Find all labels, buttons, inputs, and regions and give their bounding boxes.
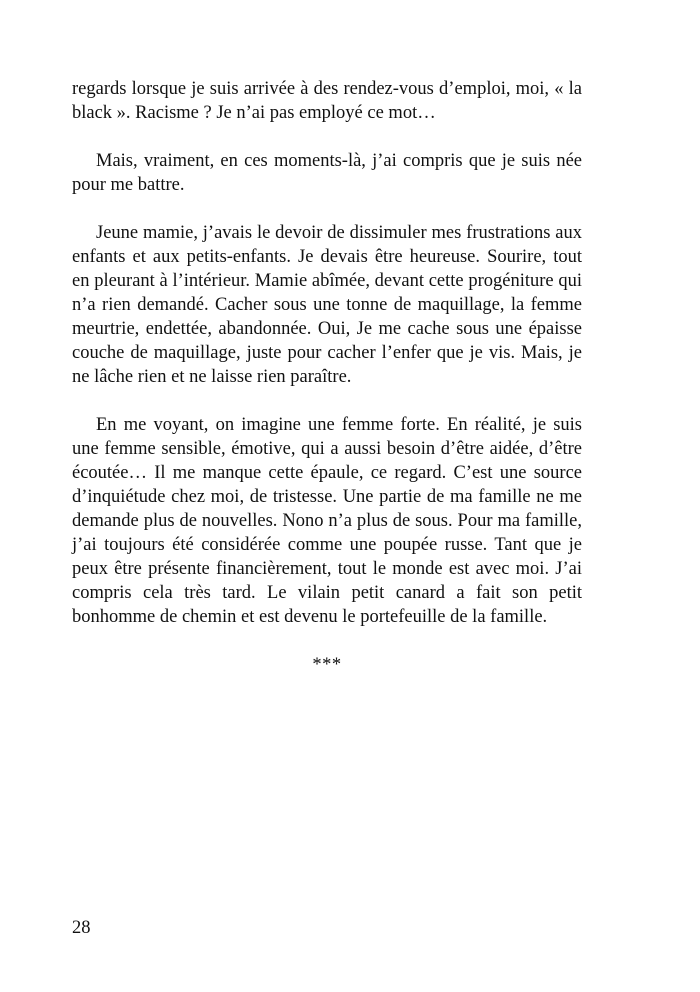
paragraph-continued: regards lorsque je suis arrivée à des rendez-vous d’emploi, moi, « la black ». Racisme ? Je n’ai pas employé ce mot… — [72, 79, 582, 123]
paragraph: Mais, vraiment, en ces moments-là, j’ai compris que je suis née pour me battre. — [72, 151, 582, 195]
paragraph: Jeune mamie, j’avais le devoir de dissimuler mes frustrations aux enfants et aux petits-enfants. Je devais être heureuse. Sourire, tout en pleurant à l’intérieur. Mamie abîmée, devant cette progéniture qui n’a rien demandé. Cacher sous une tonne de maquillage, la femme meurtrie, endettée, abandonnée. Oui, Je me cache sous une épaisse couche de maquillage, juste pour cacher l’enfer que je vis. Mais, je ne lâche rien et ne laisse rien paraître. — [72, 223, 582, 387]
section-separator: *** — [312, 655, 342, 675]
page-number: 28 — [72, 918, 91, 938]
body-text — [72, 77, 582, 677]
paragraph: En me voyant, on imagine une femme forte. En réalité, je suis une femme sensible, émotive, qui a aussi besoin d’être aidée, d’être écoutée… Il me manque cette épaule, ce regard. C’est une source d’inquiétude chez moi, de tristesse. Une partie de ma famille ne me demande plus de nouvelles. Nono n’a plus de sous. Pour ma famille, j’ai toujours été considérée comme une poupée russe. Tant que je peux être présente financièrement, tout le monde est avec moi. J’ai compris cela très tard. Le vilain petit canard a fait son petit bonhomme de chemin et est devenu le portefeuille de la famille. — [72, 415, 582, 627]
